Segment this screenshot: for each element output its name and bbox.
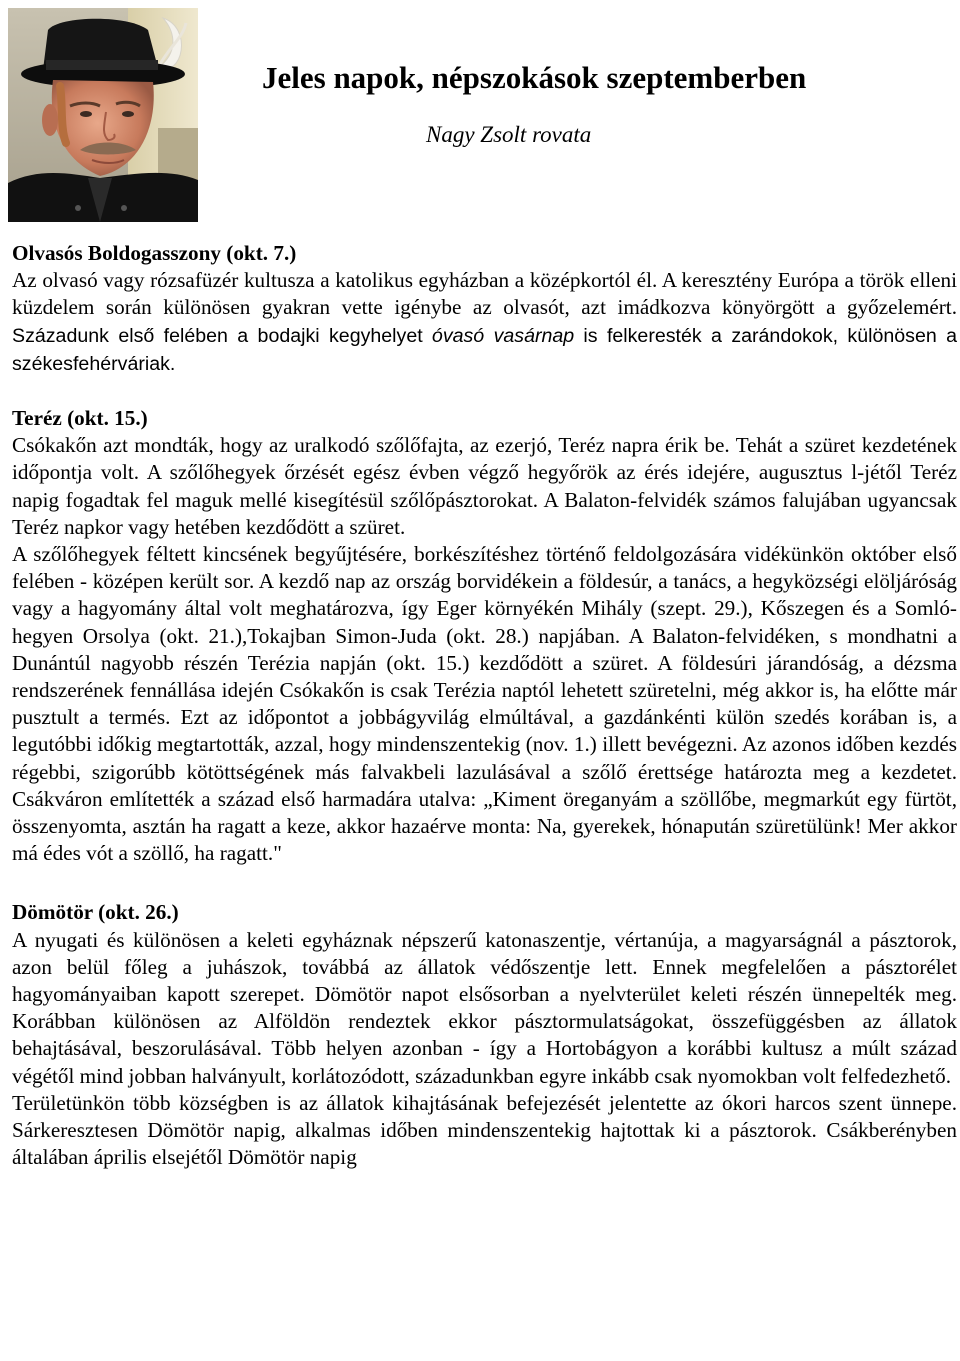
- emphasized-term: óvasó vasárnap: [431, 324, 575, 347]
- paragraph: [12, 267, 957, 378]
- paragraph: Csókakőn azt mondták, hogy az uralkodó szőlőfajta, az ezerjó, Teréz napra érik be. Tehát a szüret kezdetének időpontja volt. A szőlőhegyek őrzését egész évben végző hegyőrök az érés idejére, augusztus l-jétől Teréz napig fogadtak fel maguk mellé kisegítésül szőlőpásztorokat. A Balaton-felvidék számos falujában ugyancsak Teréz napkor vagy hetében kezdődött a szüret.: [12, 433, 957, 539]
- page-title: Jeles napok, népszokások szeptemberben: [262, 60, 807, 95]
- paragraph: A szőlőhegyek féltett kincsének begyűjtésére, borkészítéshez történő feldolgozására vidékünkön október első felében - középen került sor. A kezdő nap az ország borvidékein a földesúr, a tanács, a hegyközségi elöljáróság vagy a hagyomány által volt meghatározva, így Eger környékén Mihály (szept. 29.), Kőszegen és a Somló-hegyen Orsolya (okt. 21.),Tokajban Simon-Juda (okt. 28.) napjában. A Balaton-felvidéken, s mondhatni a Dunántúl nagyobb részén Terézia napján (okt. 15.) kezdődött a szüret. A földesúri járandóság, a dézsma rendszerének fennállása idején Csókakőn is csak Terézia naptól lehetett szüretelni, még akkor is, ha előtte már pusztult a termés. Ezt az időpontot a jobbágyvilág elmúltával, a gazdánkénti külön szedés korában is, a legutóbbi időkig megtartották, azzal, hogy mindenszentekig (nov. 1.) illett bevégezni. Az azonos időben kezdés régebbi, szigorúbb kötöttségének más falvakbeli lazulásával a szőlő érettsége határozta meg a kezdetet. Csákváron említették a század első harmadára utalva: „Kiment öreganyám a szöllőbe, megmarkút egy fürtöt, összenyomta, asztán ha ragatt a keze, akkor hazaérve monta: Na, gyerekek, hónapután szüretülünk! Mer akkor má édes vót a szöllő, ha ragatt.": [12, 542, 957, 866]
- section-heading: Teréz (okt. 15.): [12, 406, 148, 431]
- section-olvasos-boldogasszony: [12, 240, 957, 378]
- section-heading: Olvasós Boldogasszony (okt. 7.): [12, 241, 297, 265]
- section-terez: [12, 405, 957, 867]
- paragraph-text: Az olvasó vagy rózsafüzér kultusza a katolikus egyházban a középkortól él. A keresztény Európa a török elleni küzdelem során különösen gyakran vette igénybe az olvasót, azt imádkozva könyörgött a győzelemért.: [12, 268, 957, 320]
- section-domotor: [12, 899, 957, 1171]
- paragraph-text: is felkeresték a zarándokok, különösen a székesfehérváriak.: [12, 324, 958, 375]
- section-spacer: [12, 378, 957, 405]
- paragraph-text: Századunk első felében a bodajki kegyhelyet: [12, 324, 423, 347]
- paragraph: A nyugati és különösen a keleti egyháznak népszerű katonaszentje, vértanúja, a magyarságnál a pásztorok, azon belül főleg a juhászok, továbbá az állatok védőszentje lett. Ennek megfelelően a pásztorélet hagyományaiban kapott szerepet. Dömötör napot elsősorban a nyelvterület keleti részén ünnepelték meg. Korábban különösen az Alföldön rendeztek ekkor pásztormulatságokat, összefüggésben az állatok behajtásával, beszorulásával. Több helyen azonban - így a Hortobágyon a korábbi kultusz a múlt század végétől mind jobban halványult, korlátozódott, századunkban egyre inkább csak nyomokban volt felfedezhető.: [12, 927, 957, 1088]
- section-spacer: [12, 867, 957, 899]
- paragraph: Területünkön több községben is az állatok kihajtásának befejezését jelentette az ókori harcos szent ünnepe. Sárkeresztesen Dömötör napig, alkalmas időben mindenszentekig hajtottak ki a pásztorok. Csákberényben általában április elsejétől Dömötör napig: [12, 1090, 957, 1170]
- article-body: [12, 240, 957, 1172]
- section-heading: Dömötör (okt. 26.): [12, 900, 179, 925]
- column-byline: Nagy Zsolt rovata: [426, 122, 592, 147]
- author-portrait: [8, 8, 198, 222]
